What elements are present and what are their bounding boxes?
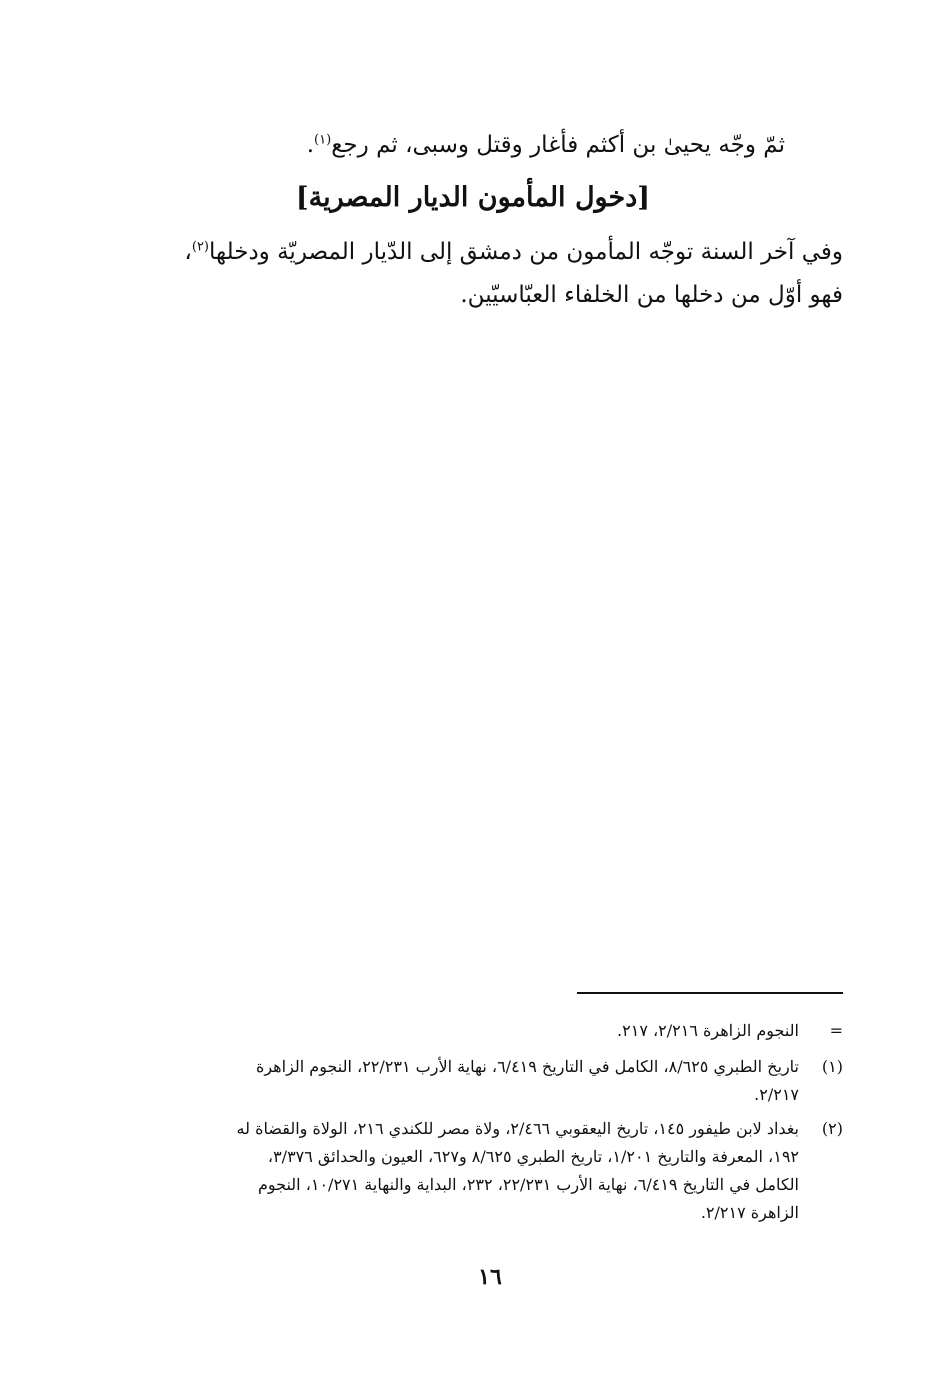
footnote-2-line-2: ١٩٢، المعرفة والتاريخ ١/٢٠١، تاريخ الطبري ٨/٦٢٥ و٦٢٧، العيون والحدائق ٣/٣٧٦، [267, 1147, 799, 1166]
footnote-2-mark: (٢) [821, 1119, 843, 1138]
paragraph-line-1 [184, 235, 843, 269]
body-line-1 [307, 128, 785, 162]
continued-mark: = [829, 1021, 843, 1040]
footnote-ref-2: (٢) [191, 239, 209, 255]
footnote-ref-1: (١) [314, 132, 332, 148]
page-number: ١٦ [478, 1264, 502, 1290]
continued-text: النجوم الزاهرة ٢/٢١٦، ٢١٧. [617, 1021, 799, 1040]
footnote-1-line-2: ٢/٢١٧. [754, 1085, 799, 1104]
footnote-continued [93, 1018, 843, 1046]
footnote-1-mark: (١) [821, 1057, 843, 1076]
paragraph-line-2: فهو أوّل من دخلها من الخلفاء العبّاسيّين. [460, 282, 843, 308]
body-line-1-end: . [306, 132, 315, 158]
section-heading: [دخول المأمون الديار المصرية] [295, 182, 650, 213]
footnote-2 [93, 1116, 843, 1228]
footnote-separator [577, 992, 843, 994]
footnote-2-line-4: الزاهرة ٢/٢١٧. [700, 1203, 799, 1222]
footnote-2-line-1: بغداد لابن طيفور ١٤٥، تاريخ اليعقوبي ٢/٤٦٦، ولاة مصر للكندي ٢١٦، الولاة والقضاة له [236, 1119, 799, 1138]
footnote-1 [93, 1054, 843, 1108]
body-line-1-text: ثمّ وجّه يحيىٰ بن أكثم فأغار وقتل وسبى، ثم رجع [331, 132, 785, 158]
footnote-1-line-1: تاريخ الطبري ٨/٦٢٥، الكامل في التاريخ ٦/٤١٩، نهاية الأرب ٢٢/٢٣١، النجوم الزاهرة [255, 1057, 799, 1076]
footnote-2-line-3: الكامل في التاريخ ٦/٤١٩، نهاية الأرب ٢٢/٢٣١، ٢٣٢، البداية والنهاية ١٠/٢٧١، النجوم [257, 1175, 799, 1194]
paragraph-line-1-text: وفي آخر السنة توجّه المأمون من دمشق إلى الدّيار المصريّة ودخلها [209, 239, 843, 265]
paragraph-line-1-end: ، [184, 239, 192, 265]
